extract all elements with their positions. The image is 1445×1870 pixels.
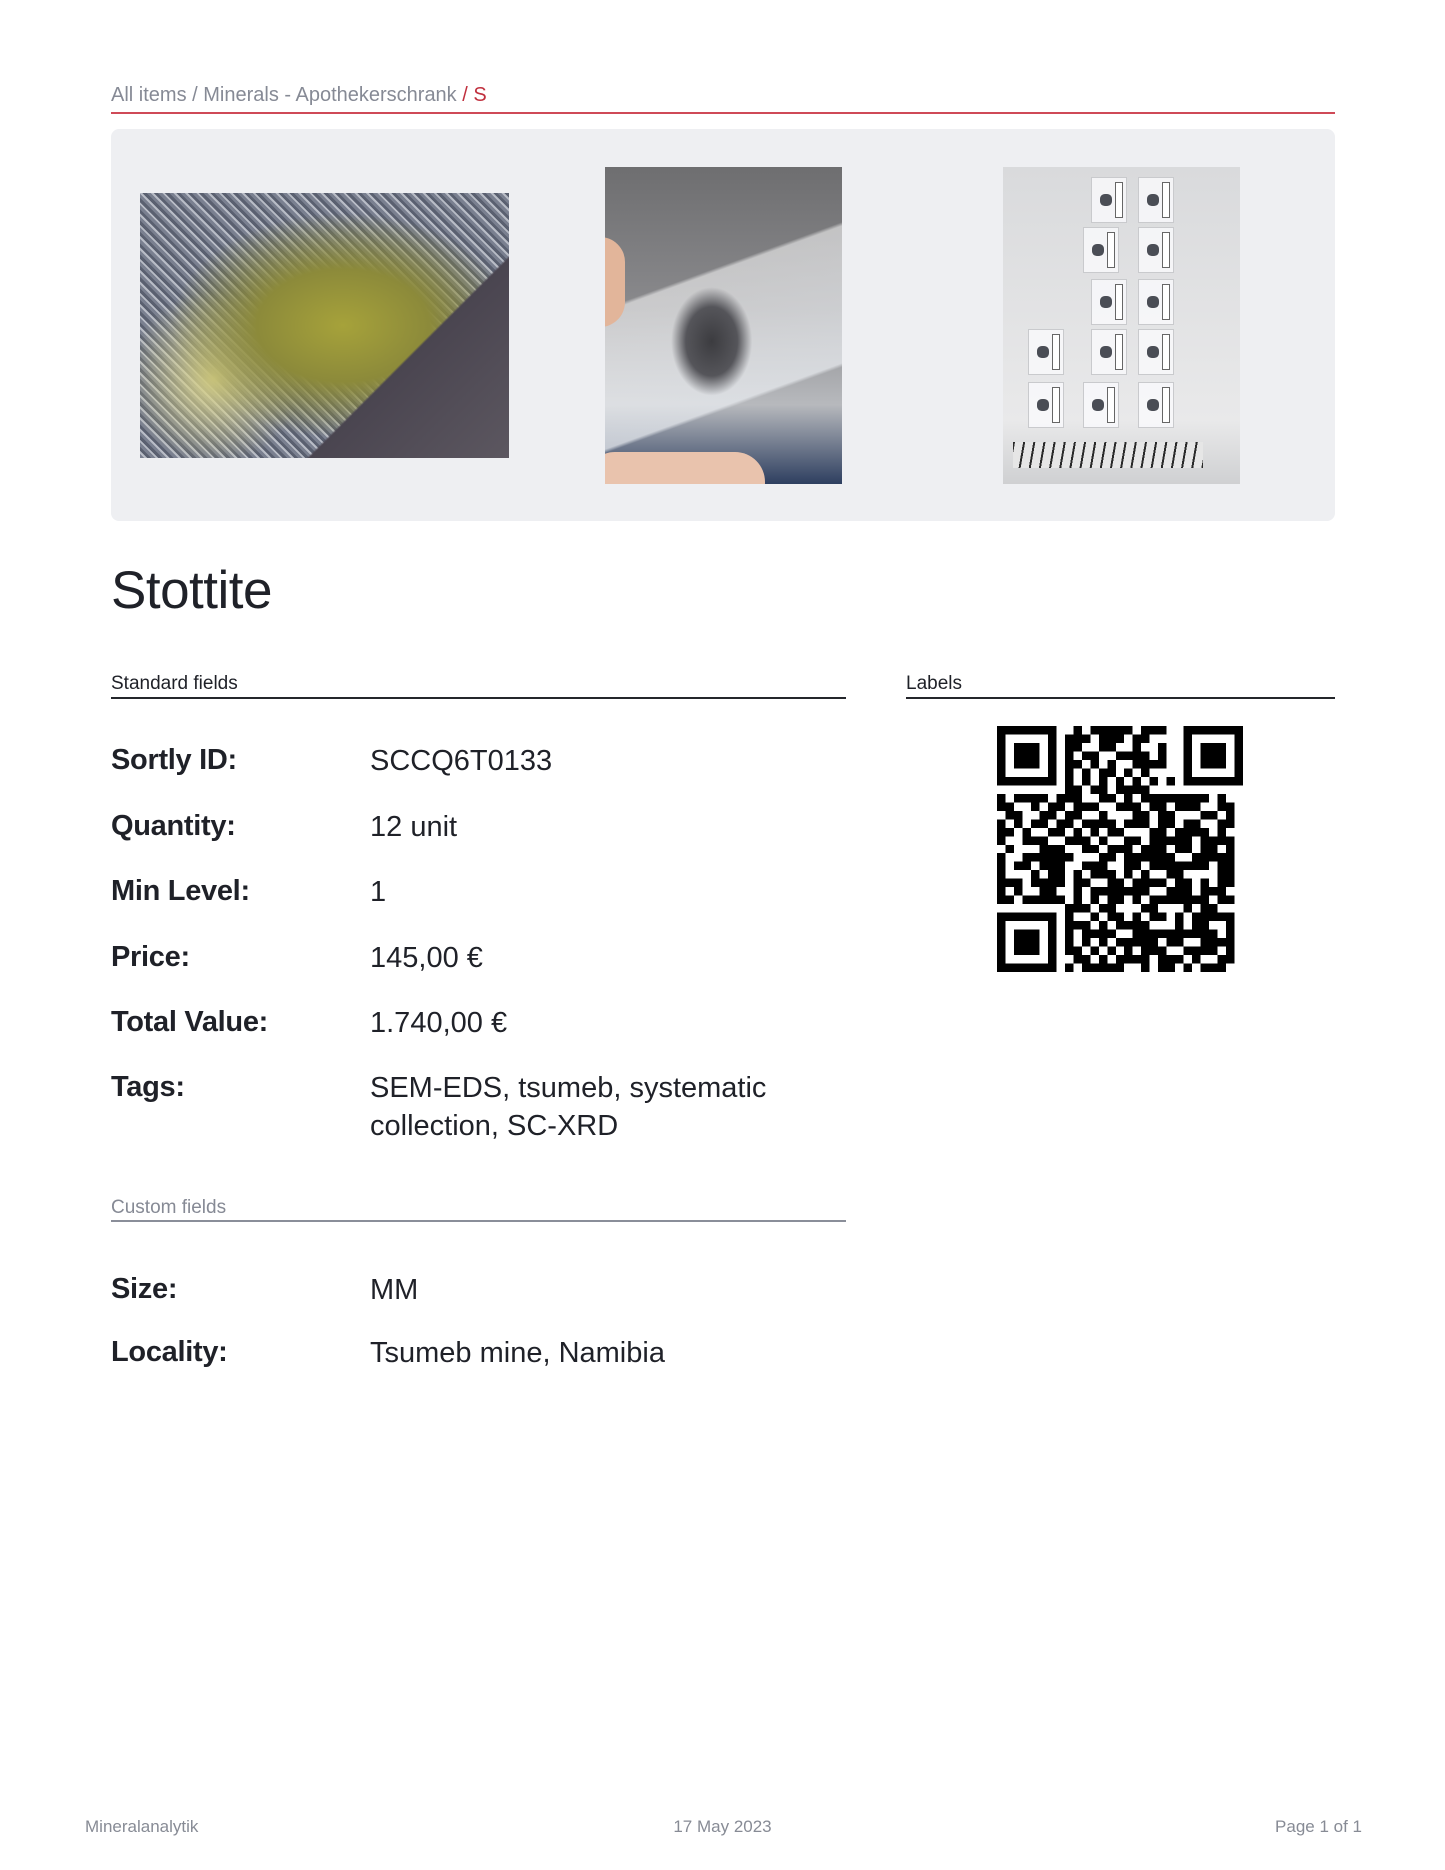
- field-label-locality: Locality:: [111, 1336, 228, 1368]
- field-value-min-level: 1: [370, 876, 387, 908]
- photo-gallery: [111, 129, 1335, 521]
- photo-detail: [1083, 382, 1119, 428]
- field-label-min-level: Min Level:: [111, 875, 250, 907]
- field-label-price: Price:: [111, 941, 190, 973]
- labels-divider: [906, 697, 1335, 699]
- footer-date: 17 May 2023: [673, 1817, 772, 1836]
- photo-detail: [1013, 442, 1203, 468]
- photo-3[interactable]: [1003, 167, 1240, 484]
- photo-detail: [1028, 329, 1064, 375]
- photo-detail: [1028, 382, 1064, 428]
- qr-code-graphic: [997, 726, 1243, 972]
- breadcrumb-current: / S: [456, 84, 487, 106]
- photo-detail: [1138, 227, 1174, 273]
- custom-fields-divider: [111, 1220, 846, 1222]
- standard-fields-divider: [111, 697, 846, 699]
- photo-detail: [1138, 177, 1174, 223]
- field-label-sortly-id: Sortly ID:: [111, 744, 237, 776]
- field-label-tags: Tags:: [111, 1071, 185, 1103]
- field-value-total-value: 1.740,00 €: [370, 1007, 508, 1039]
- photo-2[interactable]: [605, 167, 842, 484]
- field-label-size: Size:: [111, 1273, 178, 1305]
- field-value-tags: SEM-EDS, tsumeb, systematic collection, SC-XRD: [370, 1072, 767, 1142]
- footer-company: Mineralanalytik: [85, 1817, 199, 1836]
- photo-detail: [1083, 227, 1119, 273]
- qr-code-icon: [997, 726, 1243, 972]
- field-value-size: MM: [370, 1274, 419, 1306]
- breadcrumb-path[interactable]: All items / Minerals - Apothekerschrank: [111, 84, 457, 106]
- footer-page-number: Page 1 of 1: [1275, 1817, 1362, 1836]
- field-label-quantity: Quantity:: [111, 810, 236, 842]
- photo-detail: [1091, 279, 1127, 325]
- photo-detail: [605, 237, 625, 327]
- field-value-sortly-id: SCCQ6T0133: [370, 745, 553, 777]
- breadcrumb: [111, 84, 487, 107]
- photo-detail: [605, 452, 765, 484]
- photo-detail: [1091, 177, 1127, 223]
- labels-heading: Labels: [906, 673, 962, 694]
- custom-fields-heading: Custom fields: [111, 1197, 227, 1218]
- photo-detail: [1138, 279, 1174, 325]
- photo-detail: [1138, 329, 1174, 375]
- photo-1[interactable]: [140, 193, 509, 458]
- standard-fields-heading: Standard fields: [111, 673, 238, 694]
- field-value-locality: Tsumeb mine, Namibia: [370, 1337, 665, 1369]
- field-label-total-value: Total Value:: [111, 1006, 269, 1038]
- breadcrumb-divider: [111, 112, 1335, 114]
- photo-detail: [1091, 329, 1127, 375]
- field-value-quantity: 12 unit: [370, 811, 458, 843]
- item-title: Stottite: [111, 561, 272, 620]
- photo-detail: [1138, 382, 1174, 428]
- field-value-price: 145,00 €: [370, 942, 483, 974]
